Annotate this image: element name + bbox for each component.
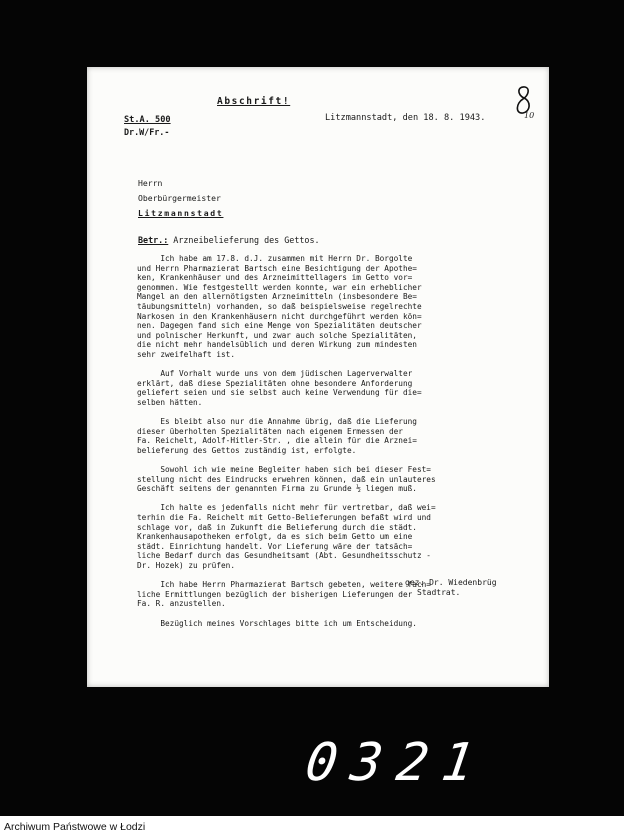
document-page (87, 67, 549, 687)
subject-line (138, 235, 320, 245)
place-date: Litzmannstadt, den 18. 8. 1943. (325, 113, 486, 123)
document-heading: Abschrift! (217, 96, 291, 107)
signature-name: gez. Dr. Wiedenbrüg (405, 578, 497, 587)
frame-counter (301, 733, 478, 793)
archive-footer (0, 816, 624, 840)
reference-initials: Dr.W/Fr.- (124, 127, 170, 137)
counter-digit: 0 (301, 733, 342, 793)
recipient-title: Oberbürgermeister (138, 193, 221, 203)
handwritten-page-number: 10 (524, 111, 535, 120)
subject-text: Arzneibelieferung des Gettos. (168, 235, 320, 245)
signature-title: Stadtrat. (417, 588, 461, 597)
recipient-salutation: Herrn (138, 178, 163, 188)
subject-label: Betr.: (138, 235, 169, 245)
archive-label: Archiwum Państwowe w Łodzi (4, 821, 146, 833)
letter-body: Ich habe am 17.8. d.J. zusammen mit Herrn Dr. Borgolte und Herrn Pharmazierat Bartsch eine Besichtigung der Apothe= ken, Krankenhäuser und des Arzneimittellagers im Getto vor= genommen. Wie festgestellt werden konnte, war ein erheblicher Mangel an den allernötigsten Arzneimitteln (insbesondere Be= täubungsmitteln) vorhanden, so daß beispielsweise regelrechte Narkosen in den Krankenhäusern nicht durchgeführt werden kön= nen. Dagegen fand sich eine Menge von Spezialitäten deutscher und polnischer Herkunft, und zwar auch solche Spezialitäten, die nicht mehr handelsüblich und deren Wirkung zum mindesten sehr zweifelhaft ist. Auf Vorhalt wurde uns von dem jüdischen Lagerverwalter erklärt, daß diese Spezialitäten ohne besondere Anforderung geliefert seien und sie selbst auch keine Verwendung für die= selben hätten. Es bleibt also nur die Annahme übrig, daß die Lieferung dieser überholten Spezialitäten nach eigenem Ermessen der Fa. Reichelt, Adolf-Hitler-Str. , die allein für die Arznei= belieferung des Gettos zuständig ist, erfolgte. Sowohl ich wie meine Begleiter haben sich bei dieser Fest= stellung nicht des Eindrucks erwehren können, daß ein unlauteres Geschäft seitens der genannten Firma zu Grunde ½ liegen muß. Ich halte es jedenfalls nicht mehr für vertretbar, daß wei= terhin die Fa. Reichelt mit Getto-Belieferungen befaßt wird und schlage vor, daß in Zukunft die Belieferung durch die städt. Krankenhausapotheken erfolgt, da es sich beim Getto um eine städt. Einrichtung handelt. Vor Lieferung wäre der tatsäch= liche Bedarf durch das Gesundheitsamt (Abt. Gesundheitsschutz - Dr. Hozek) zu prüfen. Ich habe Herrn Pharmazierat Bartsch gebeten, weitere fach= liche Ermittlungen bezüglich der bisherigen Lieferungen der Fa. R. anzustellen. Bezüglich meines Vorschlages bitte ich um Entscheidung. (137, 254, 436, 628)
counter-digit: 3 (347, 733, 387, 793)
reference-number: St.A. 500 (124, 115, 171, 125)
counter-digit: 1 (437, 733, 478, 793)
counter-digit: 2 (392, 733, 433, 793)
recipient-city: Litzmannstadt (138, 208, 224, 218)
